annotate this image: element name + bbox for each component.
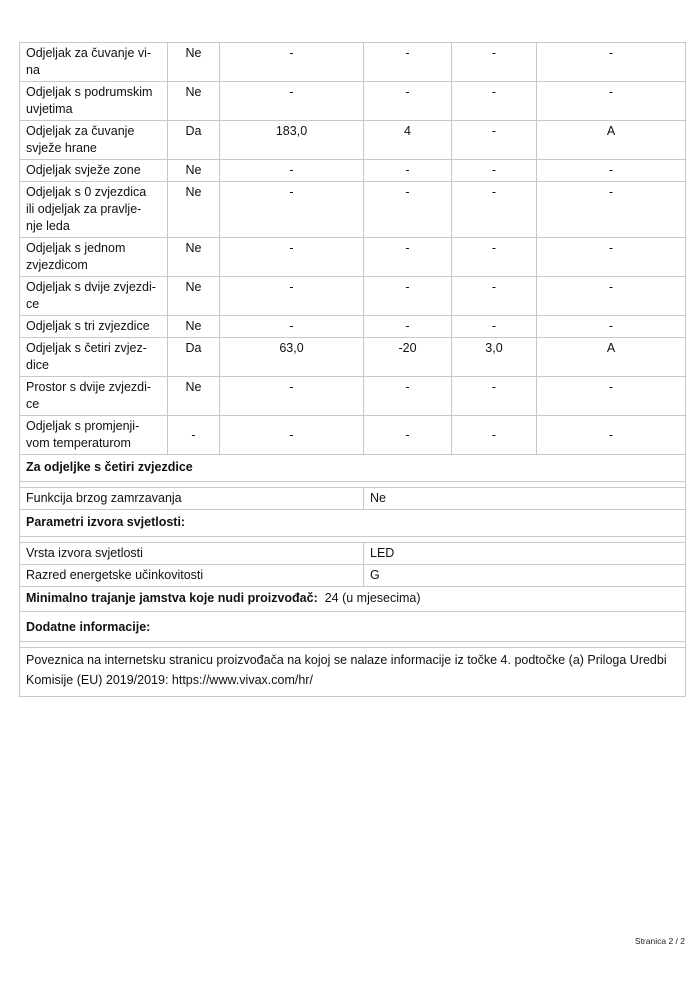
fast-freeze-value: Ne bbox=[364, 488, 686, 510]
climate-class-cell: - bbox=[537, 43, 686, 82]
volume-cell: - bbox=[220, 82, 364, 121]
compartment-row bbox=[20, 377, 686, 416]
compartment-name: Odjeljak za čuvanje svježe hrane bbox=[20, 121, 168, 160]
compartment-name: Odjeljak s jednom zvjezdicom bbox=[20, 238, 168, 277]
temperature-cell: - bbox=[364, 277, 452, 316]
temperature-cell: - bbox=[364, 43, 452, 82]
compartment-row bbox=[20, 316, 686, 338]
details-rows bbox=[20, 455, 686, 697]
climate-class-cell: - bbox=[537, 316, 686, 338]
compartment-name: Odjeljak s tri zvjezdice bbox=[20, 316, 168, 338]
spec-table bbox=[19, 42, 686, 697]
climate-class-cell: - bbox=[537, 377, 686, 416]
page-number: Stranica 2 / 2 bbox=[634, 936, 685, 946]
warranty-value: 24 (u mjesecima) bbox=[324, 591, 421, 605]
present-cell: Ne bbox=[168, 43, 220, 82]
compartment-rows bbox=[20, 43, 686, 455]
climate-class-cell: - bbox=[537, 160, 686, 182]
compartment-row bbox=[20, 338, 686, 377]
compartment-row bbox=[20, 82, 686, 121]
warranty-cell bbox=[20, 587, 686, 612]
compartment-name: Odjeljak s četiri zvjez- dice bbox=[20, 338, 168, 377]
volume-cell: 63,0 bbox=[220, 338, 364, 377]
temperature-cell: - bbox=[364, 416, 452, 455]
freezing-capacity-cell: - bbox=[452, 182, 537, 238]
light-type-value: LED bbox=[364, 543, 686, 565]
present-cell: Ne bbox=[168, 160, 220, 182]
present-cell: Ne bbox=[168, 377, 220, 416]
temperature-cell: 4 bbox=[364, 121, 452, 160]
temperature-cell: - bbox=[364, 377, 452, 416]
climate-class-cell: - bbox=[537, 82, 686, 121]
present-cell: Ne bbox=[168, 238, 220, 277]
freezing-capacity-cell: 3,0 bbox=[452, 338, 537, 377]
volume-cell: - bbox=[220, 238, 364, 277]
additional-text: Poveznica na internetsku stranicu proizvođača na kojoj se nalaze informacije iz točke 4. podtočke (a) Priloga Uredbi Komisije (EU) 2019/2019: https://www.vivax.com/hr/ bbox=[20, 648, 686, 697]
volume-cell: - bbox=[220, 277, 364, 316]
volume-cell: - bbox=[220, 43, 364, 82]
freezing-capacity-cell: - bbox=[452, 238, 537, 277]
additional-heading: Dodatne informacije: bbox=[20, 612, 686, 642]
compartment-row bbox=[20, 182, 686, 238]
compartment-row bbox=[20, 160, 686, 182]
energy-class-value: G bbox=[364, 565, 686, 587]
climate-class-cell: - bbox=[537, 277, 686, 316]
compartment-row bbox=[20, 43, 686, 82]
freezing-capacity-cell: - bbox=[452, 82, 537, 121]
light-heading: Parametri izvora svjetlosti: bbox=[20, 510, 686, 537]
compartment-row bbox=[20, 416, 686, 455]
compartment-name: Odjeljak svježe zone bbox=[20, 160, 168, 182]
compartment-name: Odjeljak za čuvanje vi- na bbox=[20, 43, 168, 82]
freezing-capacity-cell: - bbox=[452, 416, 537, 455]
temperature-cell: -20 bbox=[364, 338, 452, 377]
compartment-row bbox=[20, 277, 686, 316]
present-cell: - bbox=[168, 416, 220, 455]
warranty-label: Minimalno trajanje jamstva koje nudi proizvođač: bbox=[26, 591, 318, 605]
warranty-row bbox=[20, 587, 686, 612]
four-star-section-row bbox=[20, 455, 686, 482]
temperature-cell: - bbox=[364, 316, 452, 338]
present-cell: Ne bbox=[168, 277, 220, 316]
compartment-row bbox=[20, 121, 686, 160]
freezing-capacity-cell: - bbox=[452, 277, 537, 316]
compartment-name: Odjeljak s 0 zvjezdica ili odjeljak za pravlje- nje leda bbox=[20, 182, 168, 238]
compartment-row bbox=[20, 238, 686, 277]
present-cell: Da bbox=[168, 338, 220, 377]
volume-cell: - bbox=[220, 160, 364, 182]
spec-document bbox=[19, 42, 685, 697]
present-cell: Da bbox=[168, 121, 220, 160]
temperature-cell: - bbox=[364, 182, 452, 238]
volume-cell: - bbox=[220, 182, 364, 238]
temperature-cell: - bbox=[364, 82, 452, 121]
light-section-row bbox=[20, 510, 686, 537]
climate-class-cell: - bbox=[537, 182, 686, 238]
additional-section-row bbox=[20, 612, 686, 642]
freezing-capacity-cell: - bbox=[452, 121, 537, 160]
volume-cell: 183,0 bbox=[220, 121, 364, 160]
temperature-cell: - bbox=[364, 160, 452, 182]
compartment-name: Prostor s dvije zvjezdi- ce bbox=[20, 377, 168, 416]
additional-text-row bbox=[20, 648, 686, 697]
present-cell: Ne bbox=[168, 82, 220, 121]
fast-freeze-label: Funkcija brzog zamrzavanja bbox=[20, 488, 364, 510]
light-type-row bbox=[20, 543, 686, 565]
light-type-label: Vrsta izvora svjetlosti bbox=[20, 543, 364, 565]
volume-cell: - bbox=[220, 316, 364, 338]
temperature-cell: - bbox=[364, 238, 452, 277]
four-star-heading: Za odjeljke s četiri zvjezdice bbox=[20, 455, 686, 482]
compartment-name: Odjeljak s dvije zvjezdi- ce bbox=[20, 277, 168, 316]
freezing-capacity-cell: - bbox=[452, 43, 537, 82]
volume-cell: - bbox=[220, 416, 364, 455]
present-cell: Ne bbox=[168, 316, 220, 338]
compartment-name: Odjeljak s promjenji- vom temperaturom bbox=[20, 416, 168, 455]
climate-class-cell: - bbox=[537, 416, 686, 455]
climate-class-cell: A bbox=[537, 338, 686, 377]
compartment-name: Odjeljak s podrumskim uvjetima bbox=[20, 82, 168, 121]
climate-class-cell: A bbox=[537, 121, 686, 160]
freezing-capacity-cell: - bbox=[452, 377, 537, 416]
fast-freeze-row bbox=[20, 488, 686, 510]
freezing-capacity-cell: - bbox=[452, 160, 537, 182]
energy-class-label: Razred energetske učinkovitosti bbox=[20, 565, 364, 587]
energy-class-row bbox=[20, 565, 686, 587]
climate-class-cell: - bbox=[537, 238, 686, 277]
freezing-capacity-cell: - bbox=[452, 316, 537, 338]
present-cell: Ne bbox=[168, 182, 220, 238]
volume-cell: - bbox=[220, 377, 364, 416]
